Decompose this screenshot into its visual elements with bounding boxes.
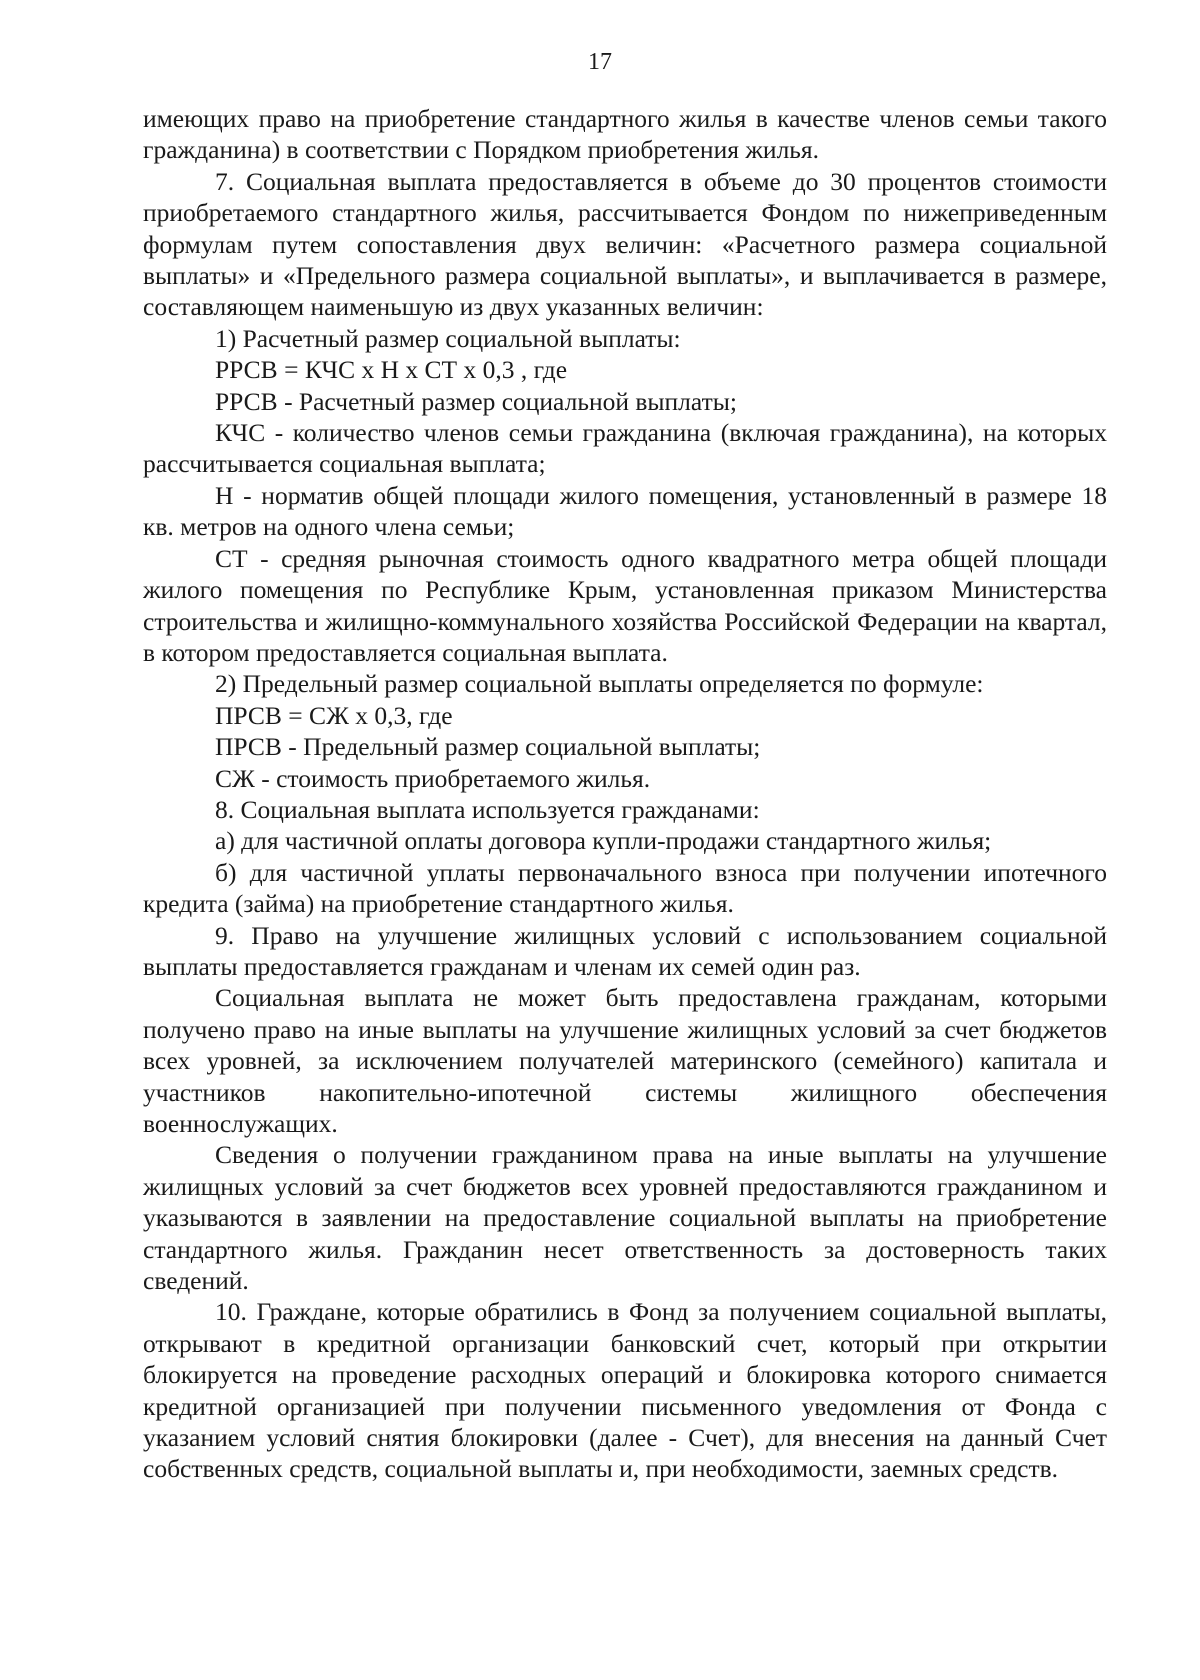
document-body: [143, 103, 1107, 1485]
paragraph: 7. Социальная выплата предоставляется в объеме до 30 процентов стоимости приобретаемого стандартного жилья, рассчитывается Фондом по нижеприведенным формулам путем сопоставления двух величин: «Расчетного размера социальной выплаты» и «Предельного размера социальной выплаты», и выплачивается в размере, составляющем наименьшую из двух указанных величин:: [143, 166, 1107, 322]
paragraph: Н - норматив общей площади жилого помещения, установленный в размере 18 кв. метров на одного члена семьи;: [143, 480, 1107, 542]
paragraph: ПРСВ - Предельный размер социальной выплаты;: [215, 732, 761, 762]
paragraph: а) для частичной оплаты договора купли-продажи стандартного жилья;: [215, 826, 992, 856]
paragraph: Социальная выплата не может быть предоставлена гражданам, которыми получено право на иные выплаты на улучшение жилищных условий за счет бюджетов всех уровней, за исключением получателей материнского (семейного) капитала и участников накопительно-ипотечной системы жилищного обеспечения военнослужащих.: [143, 983, 1107, 1138]
paragraph: 1) Расчетный размер социальной выплаты:: [215, 323, 681, 353]
paragraph: б) для частичной уплаты первоначального взноса при получении ипотечного кредита (займа) на приобретение стандартного жилья.: [143, 857, 1107, 919]
page-number: 17: [588, 49, 612, 75]
paragraph: КЧС - количество членов семьи гражданина (включая гражданина), на которых рассчитывается социальная выплата;: [143, 418, 1107, 479]
paragraph: 9. Право на улучшение жилищных условий с использованием социальной выплаты предоставляется гражданам и членам их семей один раз.: [143, 920, 1107, 981]
paragraph: ПРСВ = СЖ х 0,3, где: [215, 700, 453, 730]
paragraph: СТ - средняя рыночная стоимость одного квадратного метра общей площади жилого помещения по Республике Крым, установленная приказом Министерства строительства и жилищно-коммунального хозяйства Российской Федерации на квартал, в котором предоставляется социальная выплата.: [143, 543, 1107, 667]
paragraph: СЖ - стоимость приобретаемого жилья.: [215, 763, 651, 793]
paragraph: 10. Граждане, которые обратились в Фонд за получением социальной выплаты, открывают в кредитной организации банковский счет, который при открытии блокируется на проведение расходных операций и блокировка которого снимается кредитной организацией при получении письменного уведомления от Фонда с указанием условий снятия блокировки (далее - Счет), для внесения на данный Счет собственных средств, социальной выплаты и, при необходимости, заемных средств.: [143, 1297, 1107, 1484]
paragraph: имеющих право на приобретение стандартного жилья в качестве членов семьи такого гражданина) в соответствии с Порядком приобретения жилья.: [143, 104, 1107, 165]
paragraph: РРСВ - Расчетный размер социальной выплаты;: [215, 386, 737, 416]
paragraph: 2) Предельный размер социальной выплаты определяется по формуле:: [215, 669, 984, 699]
paragraph: 8. Социальная выплата используется гражданами:: [215, 794, 760, 824]
paragraph: РРСВ = КЧС х Н х СТ х 0,3 , где: [215, 355, 568, 385]
paragraph: Сведения о получении гражданином права на иные выплаты на улучшение жилищных условий за счет бюджетов всех уровней предоставляются гражданином и указываются в заявлении на предоставление социальной выплаты на приобретение стандартного жилья. Гражданин несет ответственность за достоверность таких сведений.: [143, 1140, 1107, 1296]
